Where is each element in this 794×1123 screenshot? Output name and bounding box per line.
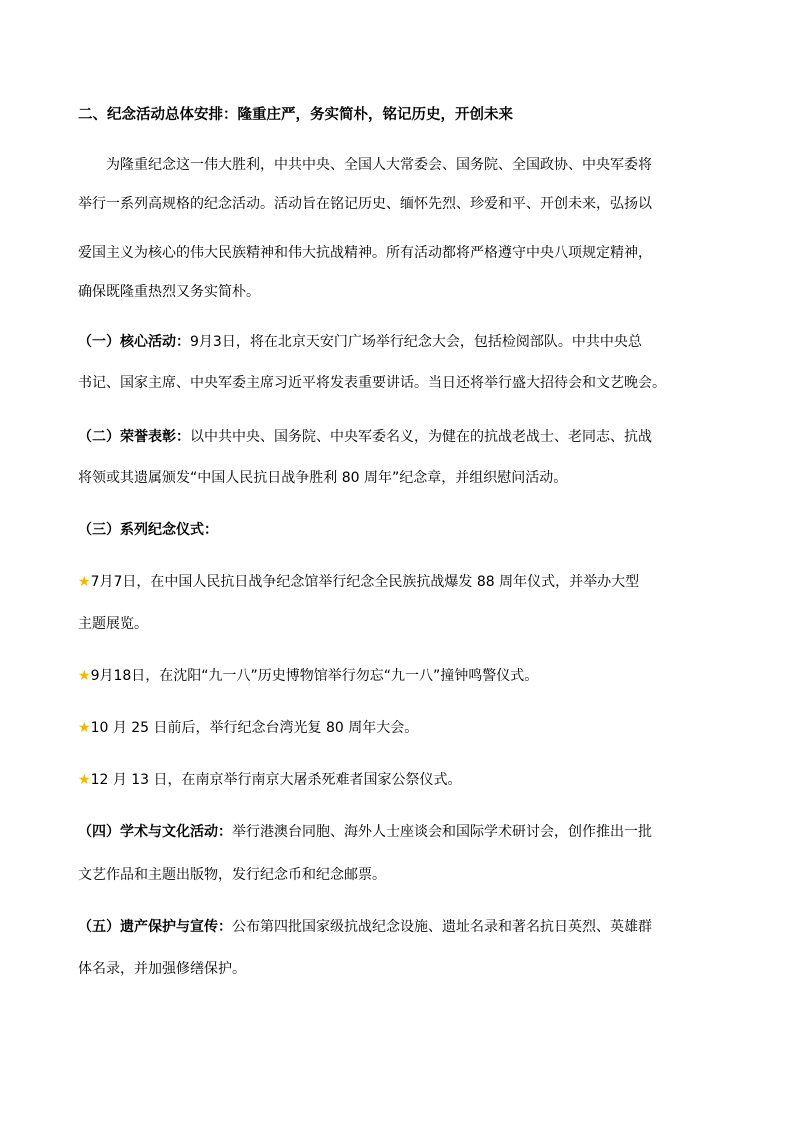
ceremony-item-3-text: 10 月 25 日前后，举行纪念台湾光复 80 周年大会。 [90, 720, 419, 736]
ceremony-item-1-line-1 [78, 573, 639, 591]
section3-label: （三）系列纪念仪式： [78, 522, 218, 538]
ceremony-item-4 [78, 771, 462, 789]
section4-label: （四）学术与文化活动： [78, 824, 232, 840]
ceremony-item-4-text: 12 月 13 日，在南京举行南京大屠杀死难者国家公祭仪式。 [90, 772, 462, 788]
star-icon: ★ [78, 574, 91, 590]
ceremony-item-3 [78, 719, 418, 737]
section1-text-1: 9月3日，将在北京天安门广场举行纪念大会，包括检阅部队。中共中央总 [190, 334, 642, 350]
section5-text-1: 公布第四批国家级抗战纪念设施、遗址名录和著名抗日英烈、英雄群 [232, 919, 652, 935]
ceremony-item-2 [78, 667, 538, 685]
section2-label: （二）荣誉表彰： [78, 429, 190, 445]
intro-line-3: 爱国主义为核心的伟大民族精神和伟大抗战精神。所有活动都将严格遵守中央八项规定精神， [78, 245, 652, 261]
ceremony-item-1-text: 7月7日，在中国人民抗日战争纪念馆举行纪念全民族抗战爆发 88 周年仪式，并举办大型 [90, 574, 640, 590]
section4-line-1 [78, 823, 652, 841]
section5-line-1 [78, 918, 652, 936]
section-heading: 二、纪念活动总体安排：隆重庄严，务实简朴，铭记历史，开创未来 [78, 107, 513, 123]
intro-line-4: 确保既隆重热烈又务实简朴。 [78, 284, 260, 300]
section5-line-2: 体名录，并加强修缮保护。 [78, 961, 246, 977]
star-icon: ★ [78, 668, 91, 684]
section4-line-2: 文艺作品和主题出版物，发行纪念币和纪念邮票。 [78, 867, 386, 883]
intro-line-1: 为隆重纪念这一伟大胜利，中共中央、全国人大常委会、国务院、全国政协、中央军委将 [106, 157, 652, 173]
section2-line-1 [78, 428, 652, 446]
section5-label: （五）遗产保护与宣传： [78, 919, 232, 935]
section1-line-1 [78, 333, 642, 351]
intro-line-2: 举行一系列高规格的纪念活动。活动旨在铭记历史、缅怀先烈、珍爱和平、开创未来，弘扬以 [78, 196, 652, 212]
section2-text-1: 以中共中央、国务院、中央军委名义，为健在的抗战老战士、老同志、抗战 [190, 429, 652, 445]
section1-line-2: 书记、国家主席、中央军委主席习近平将发表重要讲话。当日还将举行盛大招待会和文艺晚会。 [78, 375, 666, 391]
star-icon: ★ [78, 720, 91, 736]
ceremony-item-2-text: 9月18日，在沈阳“九一八”历史博物馆举行勿忘“九一八”撞钟鸣警仪式。 [90, 668, 539, 684]
star-icon: ★ [78, 772, 91, 788]
section4-text-1: 举行港澳台同胞、海外人士座谈会和国际学术研讨会，创作推出一批 [232, 824, 652, 840]
section2-line-2: 将领或其遗属颁发“中国人民抗日战争胜利 80 周年”纪念章，并组织慰问活动。 [78, 470, 568, 486]
section1-label: （一）核心活动： [78, 334, 190, 350]
ceremony-item-1-line-2: 主题展览。 [78, 616, 148, 632]
